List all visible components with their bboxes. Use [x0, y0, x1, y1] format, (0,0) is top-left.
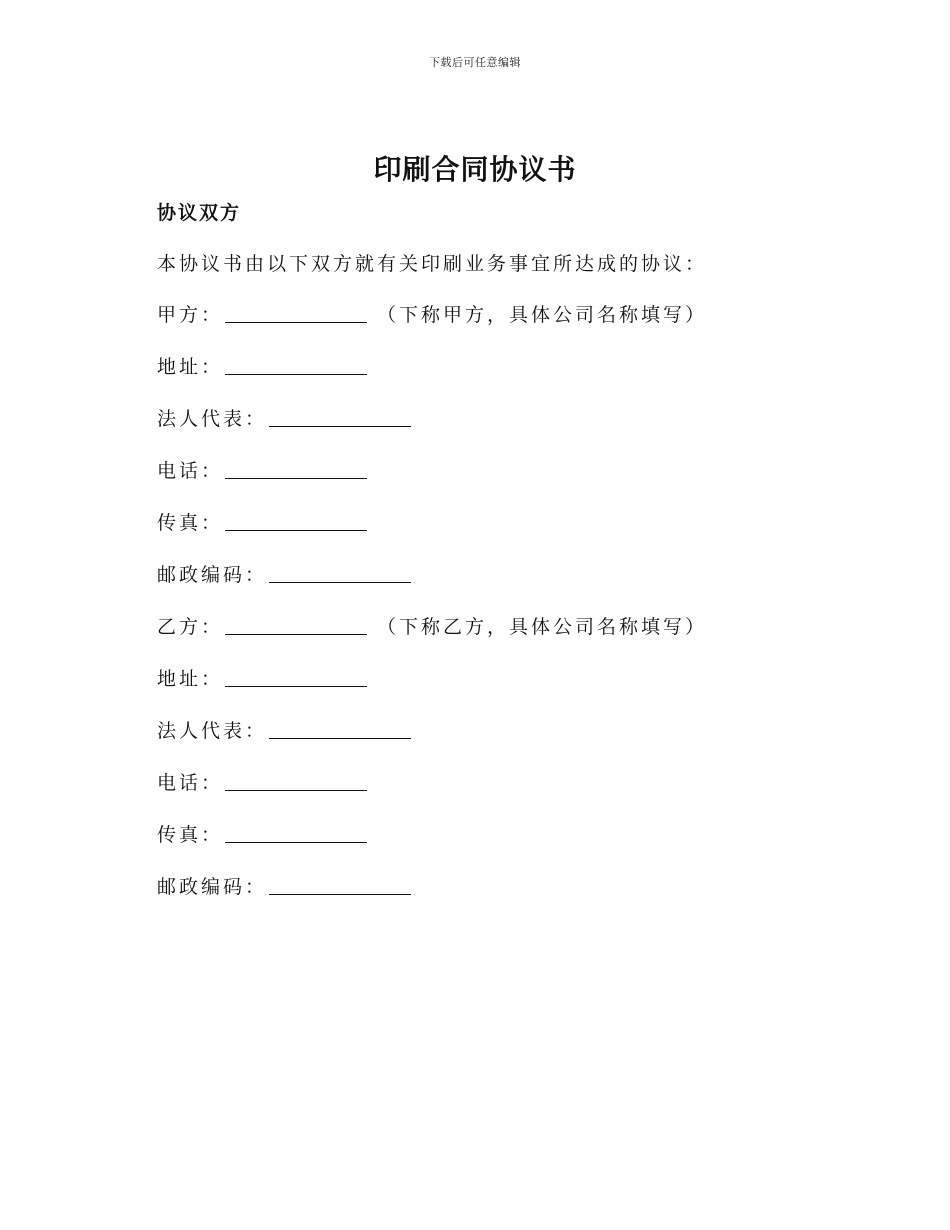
field-label: 电话：	[157, 772, 224, 794]
fill-in-blank[interactable]	[225, 456, 367, 479]
field-row-address-a	[157, 352, 857, 404]
field-label: 传真：	[157, 512, 224, 534]
fill-in-blank[interactable]	[269, 404, 411, 427]
field-row-phone-b	[157, 768, 857, 820]
field-note: （下称乙方，具体公司名称填写）	[377, 616, 708, 638]
party-fields	[157, 300, 857, 924]
field-row-legal-rep-b	[157, 716, 857, 768]
field-row-fax-b	[157, 820, 857, 872]
field-row-address-b	[157, 664, 857, 716]
fill-in-blank[interactable]	[225, 300, 367, 323]
field-row-legal-rep-a	[157, 404, 857, 456]
field-label: 邮政编码：	[157, 564, 268, 586]
fill-in-blank[interactable]	[225, 664, 367, 687]
fill-in-blank[interactable]	[225, 768, 367, 791]
field-row-party-a	[157, 300, 857, 352]
fill-in-blank[interactable]	[225, 508, 367, 531]
field-label: 法人代表：	[157, 408, 268, 430]
field-row-fax-a	[157, 508, 857, 560]
field-label: 乙方：	[157, 616, 224, 638]
field-label: 邮政编码：	[157, 876, 268, 898]
section-heading: 协议双方	[157, 202, 242, 224]
field-label: 甲方：	[157, 304, 224, 326]
field-row-postcode-a	[157, 560, 857, 612]
field-label: 地址：	[157, 668, 224, 690]
header-note: 下载后可任意编辑	[429, 56, 521, 69]
fill-in-blank[interactable]	[225, 612, 367, 635]
field-label: 法人代表：	[157, 720, 268, 742]
field-note: （下称甲方，具体公司名称填写）	[377, 304, 708, 326]
field-row-party-b	[157, 612, 857, 664]
fill-in-blank[interactable]	[225, 820, 367, 843]
fill-in-blank[interactable]	[269, 560, 411, 583]
field-label: 传真：	[157, 824, 224, 846]
field-label: 地址：	[157, 356, 224, 378]
field-label: 电话：	[157, 460, 224, 482]
field-row-phone-a	[157, 456, 857, 508]
intro-paragraph: 本协议书由以下双方就有关印刷业务事宜所达成的协议：	[157, 253, 708, 275]
fill-in-blank[interactable]	[269, 872, 411, 895]
fill-in-blank[interactable]	[269, 716, 411, 739]
fill-in-blank[interactable]	[225, 352, 367, 375]
field-row-postcode-b	[157, 872, 857, 924]
document-title: 印刷合同协议书	[373, 153, 577, 186]
